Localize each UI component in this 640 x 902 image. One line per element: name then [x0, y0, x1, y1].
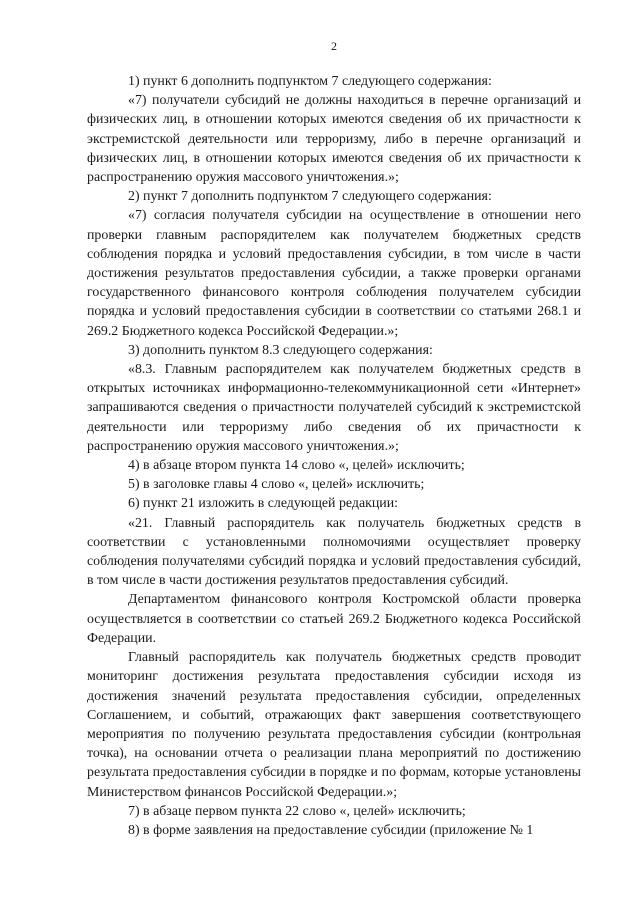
paragraph-amend-item-22: 7) в абзаце первом пункта 22 слово «, целей» исключить;: [128, 803, 466, 819]
document-page: [87, 0, 581, 902]
paragraph-subitem-7-recipients: «7) получатели субсидий не должны находиться в перечне организаций и физических лиц, в отношении которых имеются сведения об их причастности к экстремистской деятельности или терроризму, либо в перечне организаций и физических лиц, в отношении которых имеются сведения об их причастности к распространению оружия массового уничтожения.»;: [87, 93, 581, 186]
paragraph-amend-chapter-4: 5) в заголовке главы 4 слово «, целей» исключить;: [128, 477, 425, 493]
paragraph-item-8-3-text: «8.3. Главным распорядителем как получателем бюджетных средств в открытых источниках информационно-телекоммуникационной сети «Интернет» запрашиваются сведения о причастности получателей субсидий к экстремистской деятельности или терроризму либо сведения об их причастности к распространению оружия массового уничтожения.»;: [87, 362, 581, 454]
page-number: 2: [331, 39, 337, 53]
paragraph-monitoring: Главный распорядитель как получатель бюджетных средств проводит мониторинг достижения результата предоставления субсидии исходя из достижения значений результата предоставления субсидии, определенных Соглашением, и событий, отражающих факт завершения соответствующего мероприятия по получению результата предоставления субсидии (контрольная точка), на основании отчета о реализации плана мероприятий по достижению результата предоставления субсидии в порядке и по формам, которые установлены Министерством финансов Российской Федерации.»;: [87, 650, 581, 800]
paragraph-amend-item-21: 6) пункт 21 изложить в следующей редакции:: [128, 496, 399, 512]
paragraph-item-21-text: «21. Главный распорядитель как получатель бюджетных средств в соответствии с установленными полномочиями осуществляет проверку соблюдения получателями субсидий порядка и условий предоставления субсидий, в том числе в части достижения результатов предоставления субсидий.: [87, 515, 581, 589]
paragraph-amend-item-6: 1) пункт 6 дополнить подпунктом 7 следующего содержания:: [128, 74, 492, 89]
paragraph-financial-control: Департаментом финансового контроля Костромской области проверка осуществляется в соответствии со статьей 269.2 Бюджетного кодекса Российской Федерации.: [87, 592, 581, 646]
paragraph-amend-item-14: 4) в абзаце втором пункта 14 слово «, целей» исключить;: [128, 458, 465, 474]
document-body: [87, 72, 581, 840]
paragraph-add-item-8-3: 3) дополнить пунктом 8.3 следующего содержания:: [128, 342, 433, 358]
paragraph-application-form: 8) в форме заявления на предоставление субсидии (приложение № 1: [128, 822, 534, 838]
paragraph-amend-item-7: 2) пункт 7 дополнить подпунктом 7 следующего содержания:: [128, 189, 492, 205]
paragraph-subitem-7-consent: «7) согласия получателя субсидии на осуществление в отношении него проверки главным распорядителем как получателем бюджетных средств соблюдения порядка и условий предоставления субсидии, в том числе в части достижения результатов предоставления субсидии, а также проверки органами государственного финансового контроля соблюдения получателем субсидии порядка и условий предоставления субсидии в соответствии со статьями 268.1 и 269.2 Бюджетного кодекса Российской Федерации.»;: [87, 208, 581, 339]
